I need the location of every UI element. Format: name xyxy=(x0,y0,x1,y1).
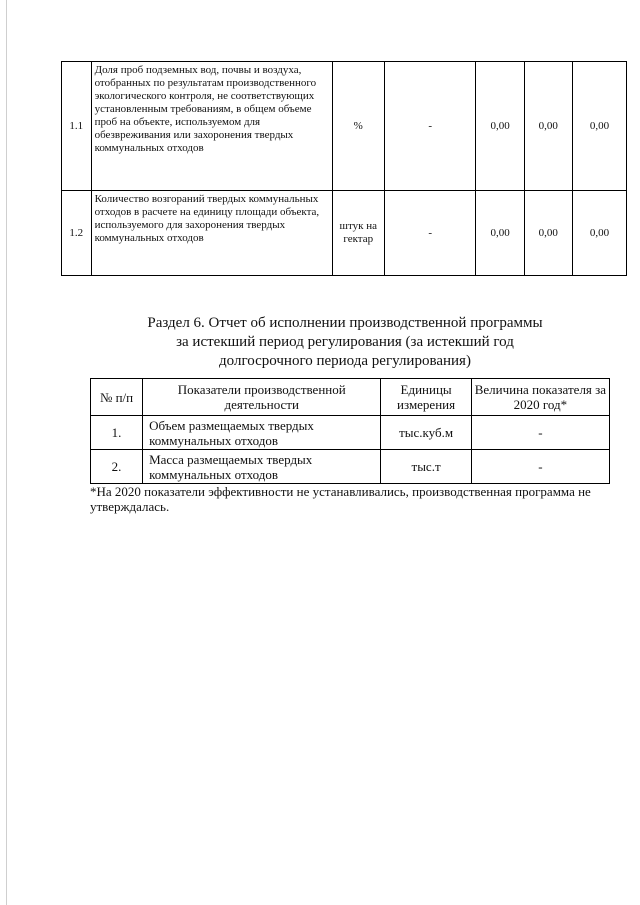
row-value-2: 0,00 xyxy=(524,191,572,276)
row-indicator: Масса размещаемых твердых коммунальных отходов xyxy=(143,450,381,484)
row-unit: тыс.куб.м xyxy=(381,416,471,450)
row-description: Доля проб подземных вод, почвы и воздуха, отобранных по результатам производственного экологического контроля, не соответствующих установленным требованиям, в общем объеме проб на объекте, используемом для обезвреживания или захоронения твердых коммунальных отходов xyxy=(91,62,332,191)
row-unit: тыс.т xyxy=(381,450,471,484)
header-indicator: Показатели производственной деятельности xyxy=(143,379,381,416)
row-value: - xyxy=(471,450,609,484)
section-6-heading xyxy=(90,314,600,371)
page-edge-line xyxy=(6,0,7,905)
row-value-3: 0,00 xyxy=(572,62,626,191)
row-unit: штук на гектар xyxy=(332,191,384,276)
header-num: № п/п xyxy=(91,379,143,416)
row-value-3: 0,00 xyxy=(572,191,626,276)
row-unit: % xyxy=(332,62,384,191)
row-number: 1. xyxy=(91,416,143,450)
production-program-table xyxy=(90,378,610,484)
table-row xyxy=(62,62,627,191)
heading-line: за истекший период регулирования (за истекший год xyxy=(176,334,514,350)
header-unit: Единицы измерения xyxy=(381,379,471,416)
row-indicator: Объем размещаемых твердых коммунальных отходов xyxy=(143,416,381,450)
table-header-row xyxy=(91,379,610,416)
header-value: Величина показателя за 2020 год* xyxy=(471,379,609,416)
row-value: - xyxy=(471,416,609,450)
table-row xyxy=(62,191,627,276)
row-value-1: 0,00 xyxy=(476,62,524,191)
row-number: 1.2 xyxy=(62,191,92,276)
indicators-table xyxy=(61,61,627,276)
row-value-2: 0,00 xyxy=(524,62,572,191)
row-number: 2. xyxy=(91,450,143,484)
heading-line: Раздел 6. Отчет об исполнении производственной программы xyxy=(147,315,543,331)
row-value-1: 0,00 xyxy=(476,191,524,276)
footnote: *На 2020 показатели эффективности не устанавливались, производственная программа не утверждалась. xyxy=(90,484,591,514)
row-description: Количество возгораний твердых коммунальных отходов в расчете на единицу площади объекта, используемого для захоронения твердых коммунальных отходов xyxy=(91,191,332,276)
row-base-value: - xyxy=(384,62,476,191)
table-row xyxy=(91,450,610,484)
heading-line: долгосрочного периода регулирования) xyxy=(219,353,471,369)
table-row xyxy=(91,416,610,450)
row-number: 1.1 xyxy=(62,62,92,191)
row-base-value: - xyxy=(384,191,476,276)
